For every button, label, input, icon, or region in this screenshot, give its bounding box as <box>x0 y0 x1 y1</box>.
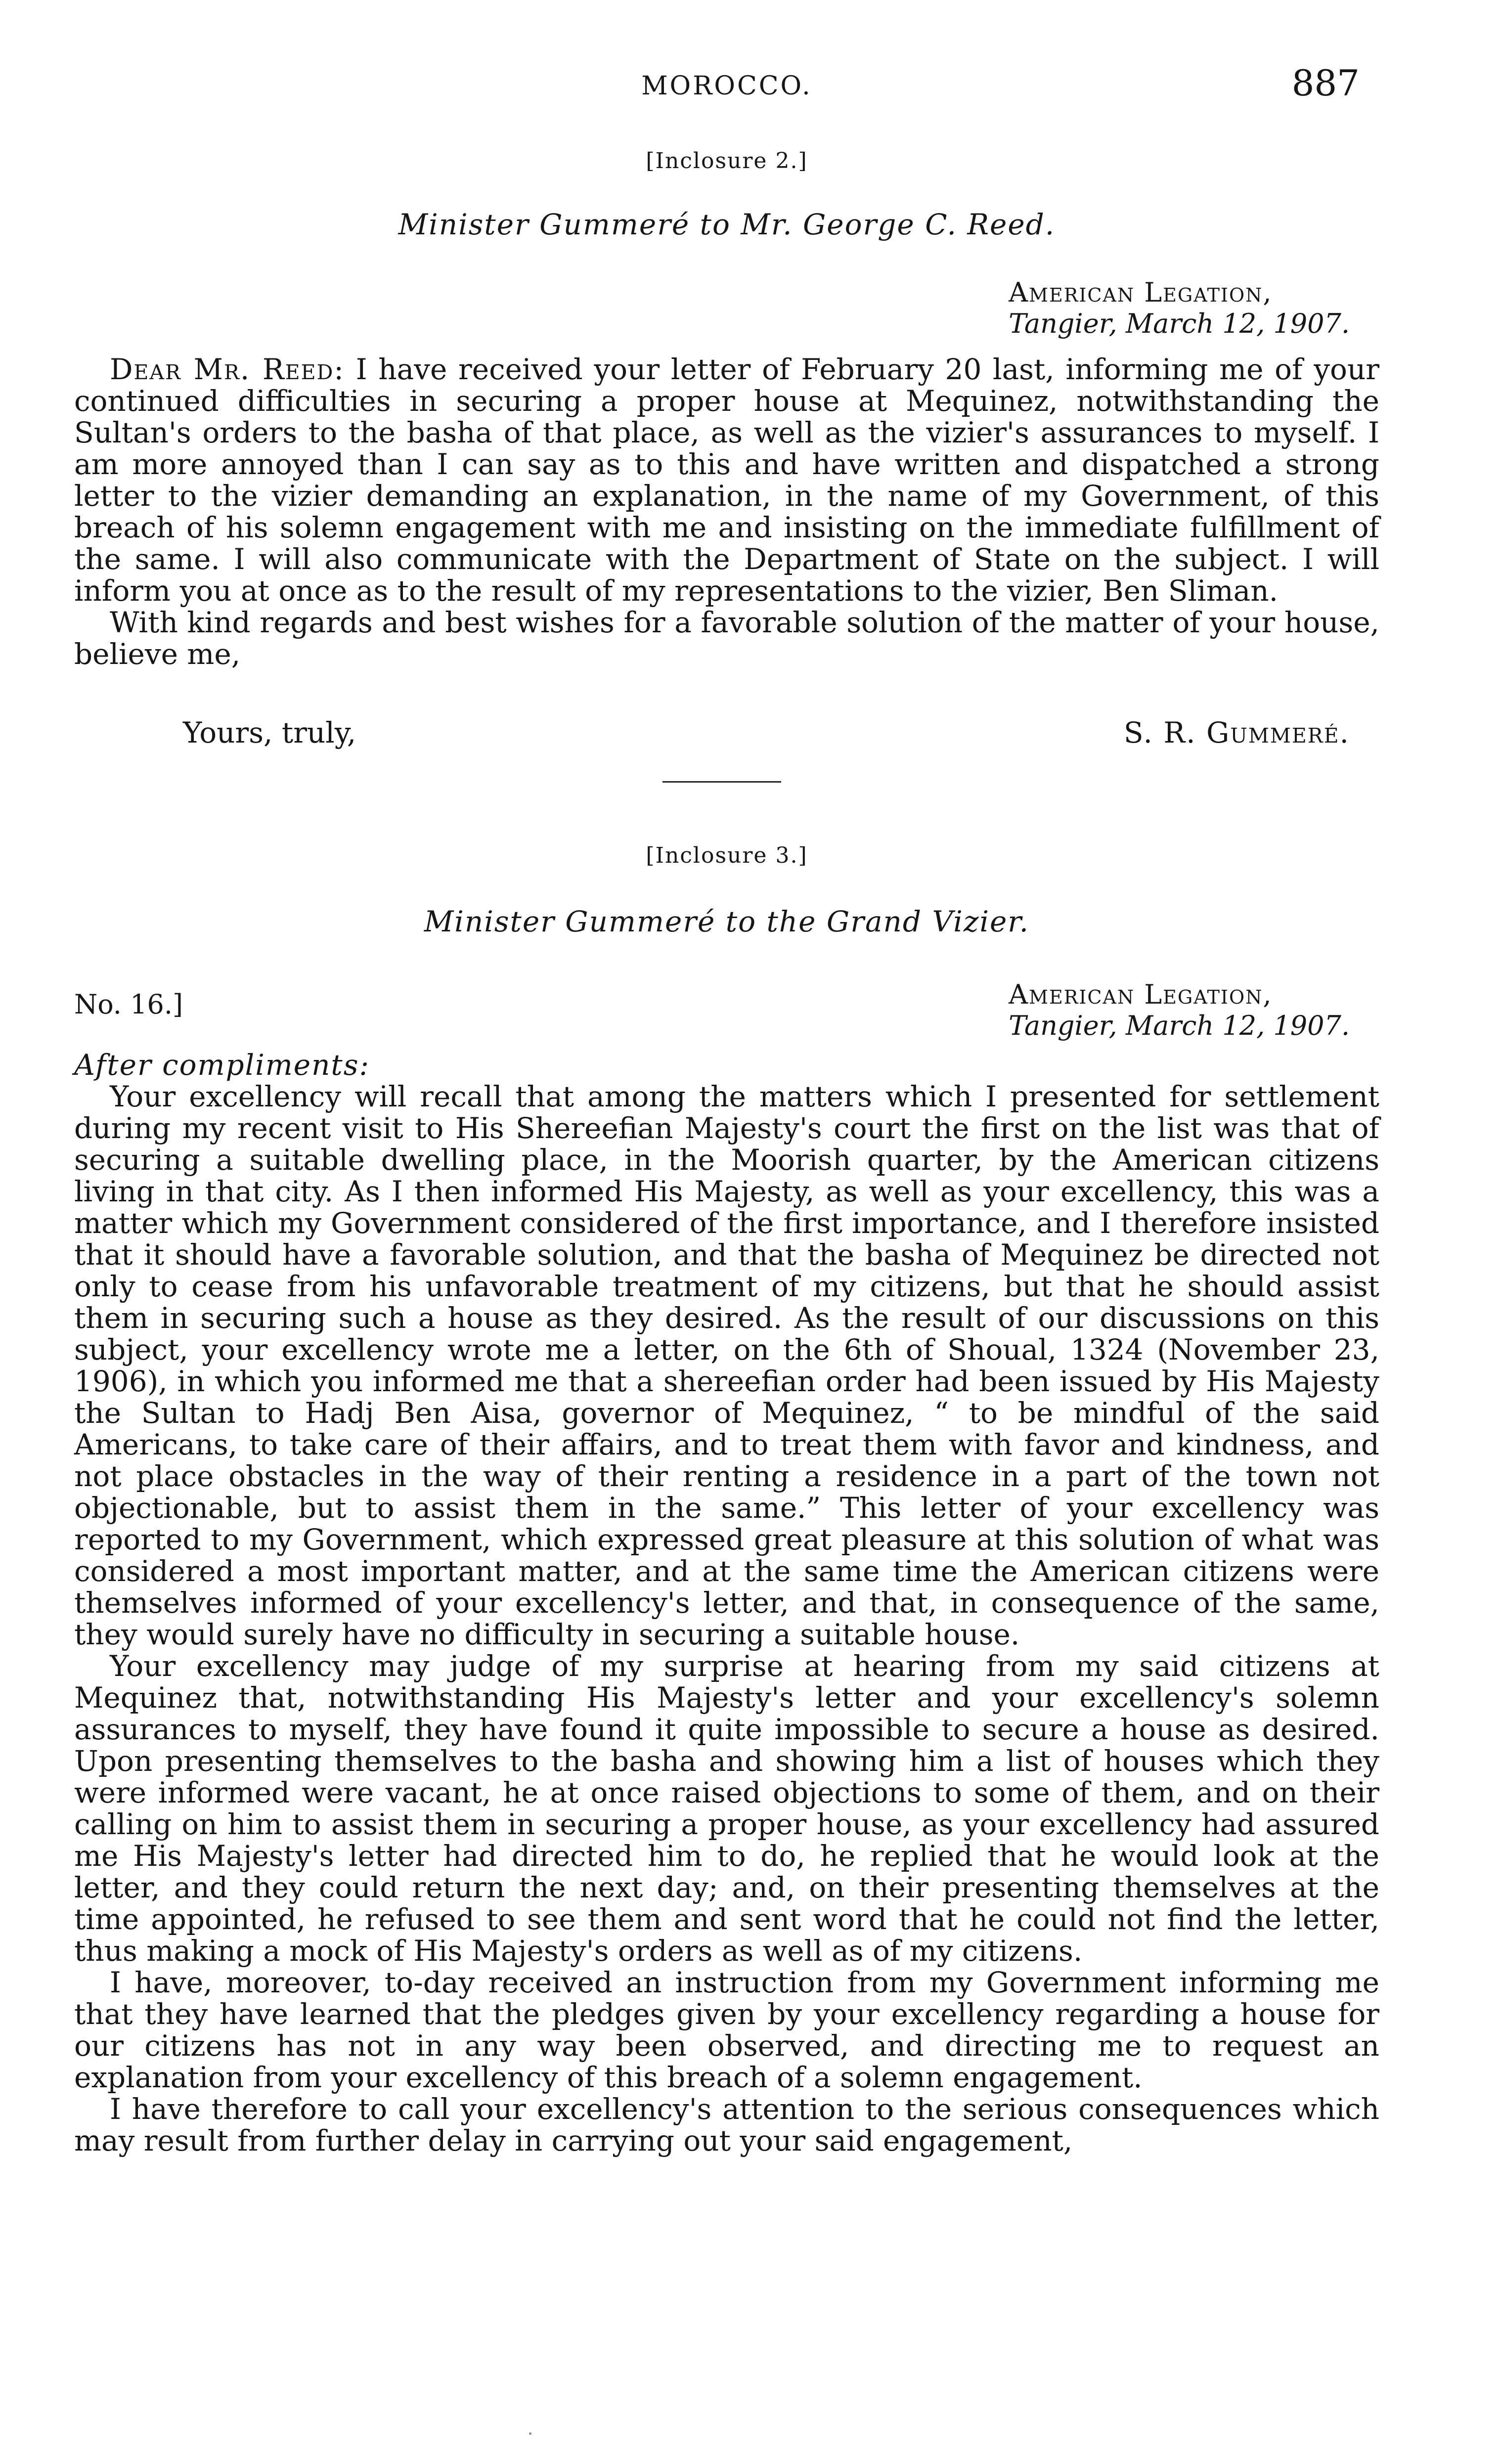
salutation: Dear Mr. Reed: <box>110 352 345 386</box>
inclosure-2-body <box>74 353 1379 670</box>
inclosure-3-paragraph: I have therefore to call your excellency's attention to the serious consequences which may result from further delay in carrying out your said engagement, <box>74 2092 1379 2157</box>
inclosure-3-body <box>74 1081 1379 2156</box>
closing-phrase: Yours, truly, <box>183 716 356 749</box>
inclosure-2-paragraph-text: I have received your letter of February 20 last, informing me of your continued difficulties in securing a proper house at Mequinez, notwithstanding the Sultan's orders to the basha of that place, as well as the vizier's assurances to myself. I am more annoyed than I can say as to this and have written and dispatched a strong letter to the vizier demanding an explanation, in the name of my Government, of this breach of his solemn engagement with me and insisting on the immediate fulfillment of the same. I will also communicate with the Department of State on the subject. I will inform you at once as to the result of my representations to the vizier, Ben Sliman. <box>74 352 1380 608</box>
opening-compliments: After compliments: <box>74 1048 370 1082</box>
inclosure-3-date: Tangier, March 12, 1907. <box>1009 1010 1350 1041</box>
inclosure-2-date: Tangier, March 12, 1907. <box>1009 308 1350 339</box>
inclosure-2-legation-block <box>1009 277 1350 339</box>
inclosure-3-paragraph: Your excellency may judge of my surprise at hearing from my said citizens at Mequinez that, notwithstanding His Majesty's letter and your excellency's solemn assurances to myself, they have found it quite impossible to secure a house as desired. Upon presenting themselves to the basha and showing him a list of houses which they were informed were vacant, he at once raised objections to some of them, and on their calling on him to assist them in securing a proper house, as your excellency had assured me His Majesty's letter had directed him to do, he replied that he would look at the letter, and they could return the next day; and, on their presenting themselves at the time appointed, he refused to see them and sent word that he could not find the letter, thus making a mock of His Majesty's orders as well as of my citizens. <box>74 1649 1379 1968</box>
document-page <box>74 0 1379 2464</box>
inclosure-3-label: [Inclosure 3.] <box>646 843 808 868</box>
signature: S. R. Gummeré. <box>1123 716 1350 749</box>
inclosure-3-legation-block <box>1009 979 1350 1041</box>
scan-speck <box>529 2432 531 2435</box>
running-title: MOROCCO. <box>641 71 812 101</box>
inclosure-2-title: Minister Gummeré to Mr. George C. Reed. <box>398 208 1056 241</box>
running-header <box>74 62 1379 114</box>
inclosure-3-paragraph: I have, moreover, to-day received an instruction from my Government informing me that they have learned that the pledges given by your excellency regarding a house for our citizens has not in any way been observed, and directing me to request an explanation from your excellency of this breach of a solemn engagement. <box>74 1966 1379 2094</box>
inclosure-3-paragraph: Your excellency will recall that among the matters which I presented for settlement during my recent visit to His Shereefian Majesty's court the first on the list was that of securing a suitable dwelling place, in the Moorish quarter, by the American citizens living in that city. As I then informed His Majesty, as well as your excellency, this was a matter which my Government considered of the first importance, and I therefore insisted that it should have a favorable solution, and that the basha of Mequinez be directed not only to cease from his unfavorable treatment of my citizens, but that he should assist them in securing such a house as they desired. As the result of our discussions on this subject, your excellency wrote me a letter, on the 6th of Shoual, 1324 (November 23, 1906), in which you informed me that a shereefian order had been issued by His Majesty the Sultan to Hadj Ben Aisa, governor of Mequinez, “ to be mindful of the said Americans, to take care of their affairs, and to treat them with favor and kindness, and not place obstacles in the way of their renting a residence in a part of the town not objectionable, but to assist them in the same.” This letter of your excellency was reported to my Government, which expressed great pleasure at this solution of what was considered a most important matter, and at the same time the American citizens were themselves informed of your excellency's letter, and that, in consequence of the same, they would surely have no difficulty in securing a suitable house. <box>74 1080 1379 1651</box>
inclosure-2-paragraph: With kind regards and best wishes for a favorable solution of the matter of your house, believe me, <box>74 606 1379 671</box>
inclosure-2-paragraph <box>74 353 1379 607</box>
inclosure-3-legation: American Legation, <box>1009 979 1273 1010</box>
page-number: 887 <box>1291 62 1360 104</box>
inclosure-2-legation: American Legation, <box>1009 277 1273 308</box>
inclosure-3-title: Minister Gummeré to the Grand Vizier. <box>424 905 1030 938</box>
inclosure-2-label: [Inclosure 2.] <box>646 148 808 174</box>
section-divider <box>662 781 781 783</box>
document-number: No. 16.] <box>74 989 183 1020</box>
